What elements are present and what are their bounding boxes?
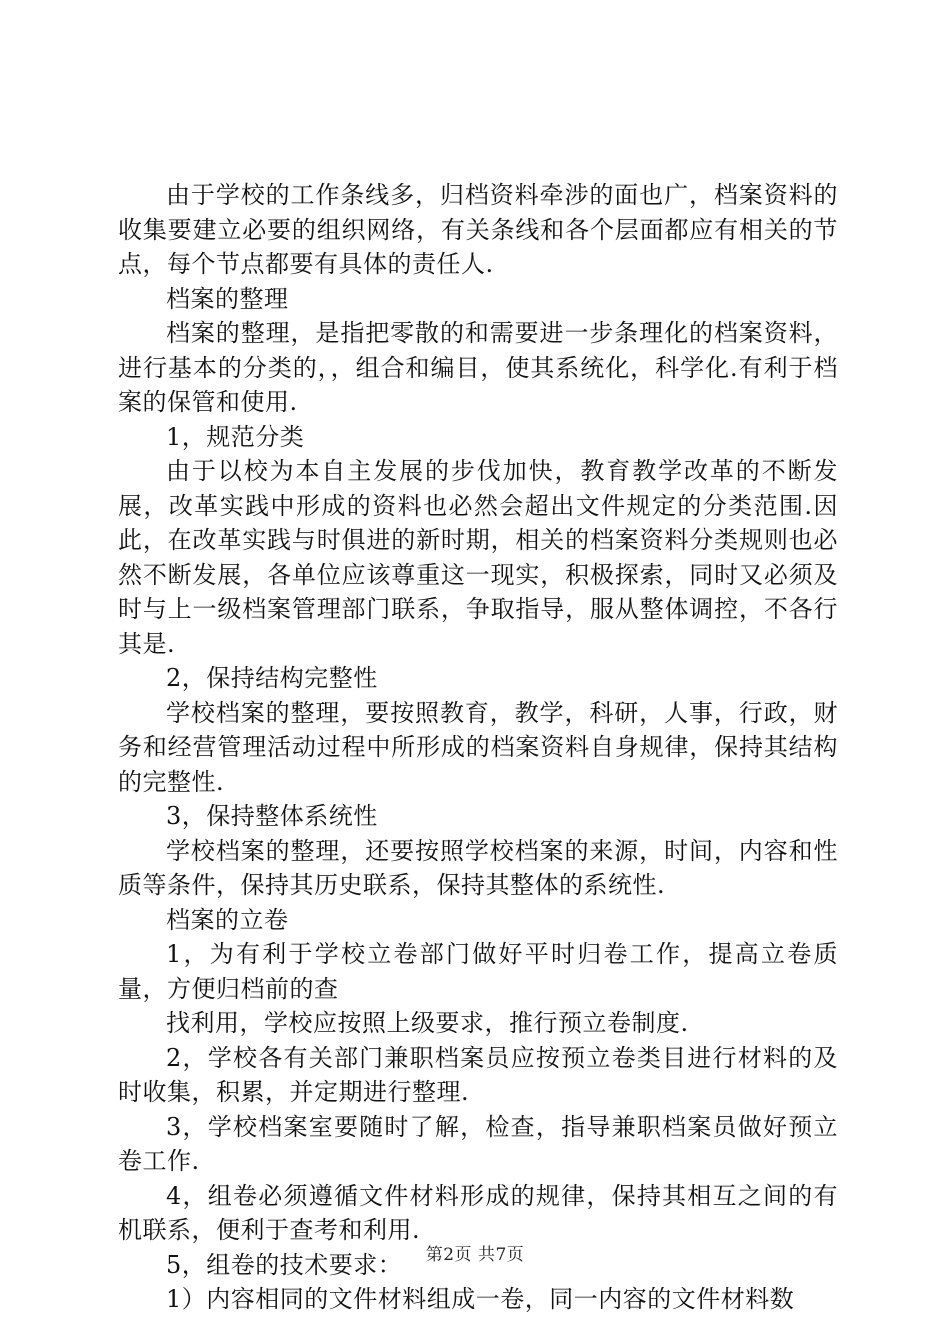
subheading-overall-systematic: 3，保持整体系统性 xyxy=(166,802,378,830)
paragraph-filing-item-5: 5，组卷的技术要求： xyxy=(166,1250,403,1279)
paragraph-collection-network: 由于学校的工作条线多，归档资料牵涉的面也广，档案资料的收集要建立必要的组织网络，有关条线和各个层面都应有相关的节点，每个节点都要有具体的责任人. xyxy=(118,181,838,278)
subheading-standard-classification: 1，规范分类 xyxy=(166,422,305,451)
paragraph-filing-item-1: 1，为有利于学校立卷部门做好平时归卷工作，提高立卷质量，方便归档前的查 xyxy=(118,940,838,1003)
heading-archive-filing: 档案的立卷 xyxy=(166,905,289,934)
subheading-structural-integrity: 2，保持结构完整性 xyxy=(166,664,378,692)
paragraph-organizing-definition: 档案的整理，是指把零散的和需要进一步条理化的档案资料，进行基本的分类的，，组合和编目，使其系统化，科学化.有利于档案的保管和使用. xyxy=(118,319,838,416)
heading-archive-organizing: 档案的整理 xyxy=(166,284,289,313)
paragraph-filing-item-5-1: 1）内容相同的文件材料组成一卷，同一内容的文件材料数 xyxy=(166,1285,795,1313)
paragraph-filing-item-3: 3，学校档案室要随时了解，检查，指导兼职档案员做好预立卷工作. xyxy=(118,1112,838,1175)
paragraph-filing-item-2: 2，学校各有关部门兼职档案员应按预立卷类目进行材料的及时收集，积累，并定期进行整理. xyxy=(118,1043,838,1106)
paragraph-filing-item-1-continued: 找利用，学校应按照上级要求，推行预立卷制度. xyxy=(166,1009,689,1037)
document-body xyxy=(118,178,838,1317)
paragraph-classification: 由于以校为本自主发展的步伐加快，教育教学改革的不断发展，改革实践中形成的资料也必然会超出文件规定的分类范围.因此，在改革实践与时俱进的新时期，相关的档案资料分类规则也必然不断发展，各单位应该尊重这一现实，积极探索，同时又必须及时与上一级档案管理部门联系，争取指导，服从整体调控，不各行其是. xyxy=(118,457,838,658)
page-number-footer: 第2页 共7页 xyxy=(425,1245,525,1265)
paragraph-structural-integrity: 学校档案的整理，要按照教育，教学，科研，人事，行政，财务和经营管理活动过程中所形成的档案资料自身规律，保持其结构的完整性. xyxy=(118,698,838,796)
paragraph-filing-item-4: 4，组卷必须遵循文件材料形成的规律，保持其相互之间的有机联系，便利于查考和利用. xyxy=(118,1181,838,1244)
paragraph-overall-systematic: 学校档案的整理，还要按照学校档案的来源，时间，内容和性质等条件，保持其历史联系，保持其整体的系统性. xyxy=(118,836,838,899)
